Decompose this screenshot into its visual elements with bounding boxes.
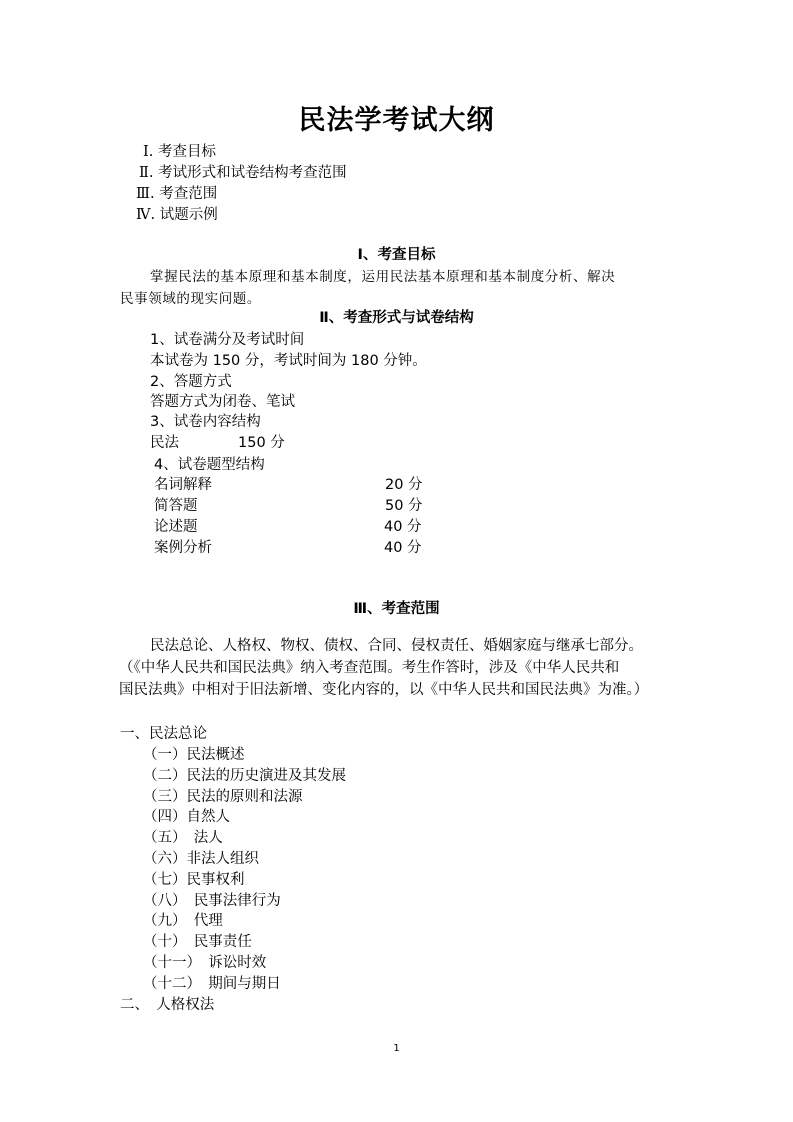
question-type: 名词解释 bbox=[154, 477, 212, 493]
list-item: （八） 民事法律行为 bbox=[143, 893, 281, 909]
item-heading: 2、答题方式 bbox=[150, 374, 232, 390]
question-type: 案例分析 bbox=[154, 540, 212, 556]
item-text: 答题方式为闭卷、笔试 bbox=[150, 394, 295, 410]
question-score: 40 分 bbox=[384, 519, 422, 535]
subject-label: 民法 bbox=[150, 435, 179, 451]
list-item: （二）民法的历史演进及其发展 bbox=[143, 768, 346, 784]
toc-label: 试题示例 bbox=[159, 207, 218, 223]
list-item: （十一） 诉讼时效 bbox=[143, 955, 267, 971]
toc-item bbox=[136, 203, 218, 224]
paragraph-line: 民事领域的现实问题。 bbox=[120, 291, 261, 307]
item-heading: 4、试卷题型结构 bbox=[154, 457, 265, 473]
list-item: （三）民法的原则和法源 bbox=[143, 789, 303, 805]
part-heading: 一、民法总论 bbox=[120, 726, 207, 742]
section-heading: Ⅰ、考查目标 bbox=[357, 247, 436, 263]
paragraph-line: 民法总论、人格权、物权、债权、合同、侵权责任、婚姻家庭与继承七部分。 bbox=[150, 638, 643, 654]
question-score: 20 分 bbox=[385, 477, 423, 493]
toc-label: 考查目标 bbox=[157, 144, 216, 160]
list-item: （九） 代理 bbox=[143, 913, 223, 929]
list-item: （四）自然人 bbox=[143, 809, 230, 825]
paragraph-line: 掌握民法的基本原理和基本制度，运用民法基本原理和基本制度分析、解决 bbox=[150, 269, 616, 285]
item-heading: 3、试卷内容结构 bbox=[150, 414, 261, 430]
toc-item bbox=[143, 140, 216, 161]
list-item: （七）民事权利 bbox=[143, 872, 245, 888]
item-text: 本试卷为 150 分，考试时间为 180 分钟。 bbox=[150, 353, 427, 369]
toc-number: Ⅲ. bbox=[136, 186, 155, 202]
list-item: （五） 法人 bbox=[143, 830, 223, 846]
section-heading: Ⅱ、考查形式与试卷结构 bbox=[319, 310, 474, 326]
list-item: （十） 民事责任 bbox=[143, 934, 252, 950]
question-type: 简答题 bbox=[154, 498, 198, 514]
question-type: 论述题 bbox=[154, 519, 198, 535]
list-item: （六）非法人组织 bbox=[143, 851, 259, 867]
toc-number: Ⅱ. bbox=[139, 165, 154, 181]
toc-label: 考试形式和试卷结构考查范围 bbox=[158, 165, 347, 181]
list-item: （十二） 期间与期日 bbox=[143, 976, 281, 992]
question-score: 40 分 bbox=[384, 540, 422, 556]
toc-item bbox=[136, 182, 217, 203]
document-title: 民法学考试大纲 bbox=[298, 105, 495, 136]
page-number: 1 bbox=[393, 1043, 400, 1054]
section-heading: Ⅲ、考查范围 bbox=[353, 601, 440, 617]
paragraph-line: 国民法典》中相对于旧法新增、变化内容的，以《中华人民共和国民法典》为准。） bbox=[119, 682, 649, 698]
item-heading: 1、试卷满分及考试时间 bbox=[150, 332, 305, 348]
toc-number: Ⅰ. bbox=[143, 144, 154, 160]
question-score: 50 分 bbox=[385, 498, 423, 514]
list-item: （一）民法概述 bbox=[143, 747, 245, 763]
toc-number: Ⅳ. bbox=[136, 207, 156, 223]
toc-item bbox=[139, 161, 347, 182]
part-heading: 二、 人格权法 bbox=[120, 997, 215, 1013]
toc-label: 考查范围 bbox=[159, 186, 218, 202]
subject-score: 150 分 bbox=[238, 435, 285, 451]
paragraph-line: （《中华人民共和国民法典》纳入考查范围。考生作答时，涉及《中华人民共和 bbox=[119, 660, 620, 676]
